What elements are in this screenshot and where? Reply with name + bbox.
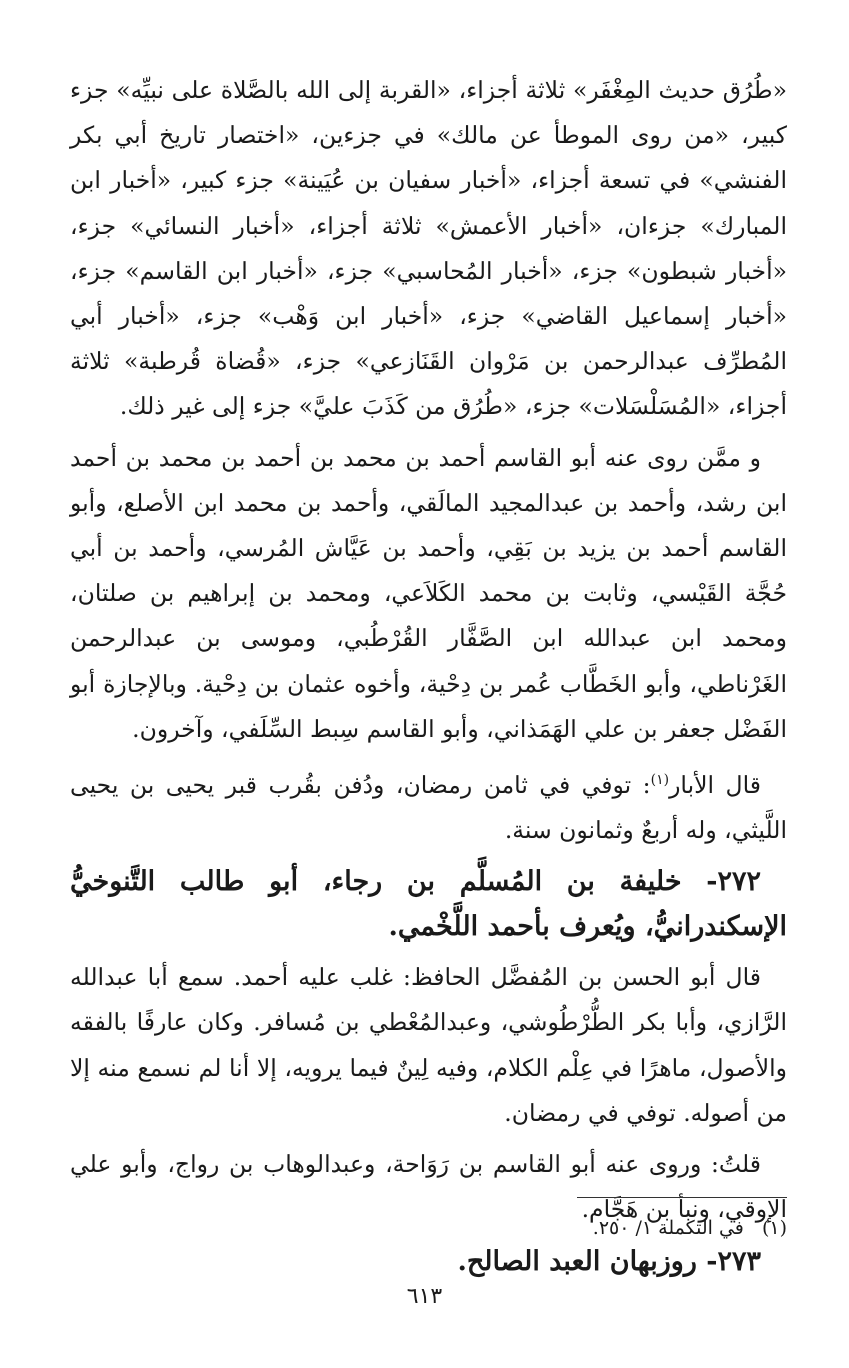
- entry-272-paragraph-2: قلتُ: وروى عنه أبو القاسم بن رَوَاحة، وعبدالوهاب بن رواج، وأبو علي الإوقي، ونبأ بن هَجَّام.: [70, 1150, 787, 1224]
- footnote-reference[interactable]: (١): [650, 772, 670, 789]
- entry-272-paragraph-1: قال أبو الحسن بن المُفضَّل الحافظ: غلب عليه أحمد. سمع أبا عبدالله الرَّازي، وأبا بكر الطُّرْطُوشي، وعبدالمُعْطي بن مُسافر. وكان عارفًا بالفقه والأصول، ماهرًا في عِلْم الكلام، وفيه لِينٌ فيما يرويه، إلا أنا لم نسمع منه إلا من أصوله. توفي في رمضان.: [70, 963, 787, 1127]
- paragraph-death-note: [70, 758, 787, 853]
- footnote-text: في التكملة ١/ ٢٥٠.: [592, 1217, 744, 1239]
- quote-attribution: قال الأبار: [669, 770, 762, 799]
- footnote-separator: [577, 1197, 787, 1198]
- death-note-text: : توفي في ثامن رمضان، ودُفن بقُرب قبر يحيى بن يحيى اللَّيثي، وله أربعٌ وثمانون سنة.: [70, 770, 787, 845]
- page-number: ٦١٣: [406, 1284, 443, 1309]
- footnote-number: (١): [761, 1217, 787, 1239]
- entry-273-heading: ٢٧٣- روزبهان العبد الصالح.: [457, 1245, 761, 1277]
- paragraph-narrators: و ممَّن روى عنه أبو القاسم أحمد بن محمد بن أحمد بن محمد بن أحمد ابن رشد، وأحمد بن عبدالمجيد المالَقي، وأحمد بن محمد ابن الأصلع، وأبو القاسم أحمد بن يزيد بن بَقِي، وأحمد بن عَيَّاش المُرسي، وأحمد بن أبي حُجَّة القَيْسي، وثابت بن محمد الكَلاَعي، ومحمد بن إبراهيم بن صلتان، ومحمد ابن عبدالله ابن الصَّفَّار القُرْطُبي، وموسى بن عبدالرحمن الغَرْناطي، وأبو الخَطَّاب عُمر بن دِحْية، وأخوه عثمان بن دِحْية. وبالإجازة أبو الفَضْل جعفر بن علي الهَمَذاني، وأبو القاسم سِبط السِّلَفي، وآخرون.: [70, 443, 787, 743]
- entry-272-heading: ٢٧٢- خليفة بن المُسلَّم بن رجاء، أبو طالب التَّنوخيُّ الإسكندرانيُّ، ويُعرف بأحمد اللَّخْمي.: [70, 866, 787, 943]
- footnote: [70, 1214, 787, 1242]
- paragraph-works-list: «طُرُق حديث المِغْفَر» ثلاثة أجزاء، «القربة إلى الله بالصَّلاة على نبيِّه» جزء كبير، «من روى الموطأ عن مالك» في جزءين، «اختصار تاريخ أبي بكر الفنشي» في تسعة أجزاء، «أخبار سفيان بن عُيَينة» جزء كبير، «أخبار ابن المبارك» جزءان، «أخبار الأعمش» ثلاثة أجزاء، «أخبار النسائي» جزء، «أخبار شبطون» جزء، «أخبار المُحاسبي» جزء، «أخبار ابن القاسم» جزء، «أخبار إسماعيل القاضي» جزء، «أخبار ابن وَهْب» جزء، «أخبار أبي المُطرِّف عبدالرحمن بن مَرْوان القَنَازعي» جزء، «قُضاة قُرطبة» ثلاثة أجزاء، «المُسَلْسَلات» جزء، «طُرُق من كَذَبَ عليَّ» جزء إلى غير ذلك.: [70, 76, 787, 421]
